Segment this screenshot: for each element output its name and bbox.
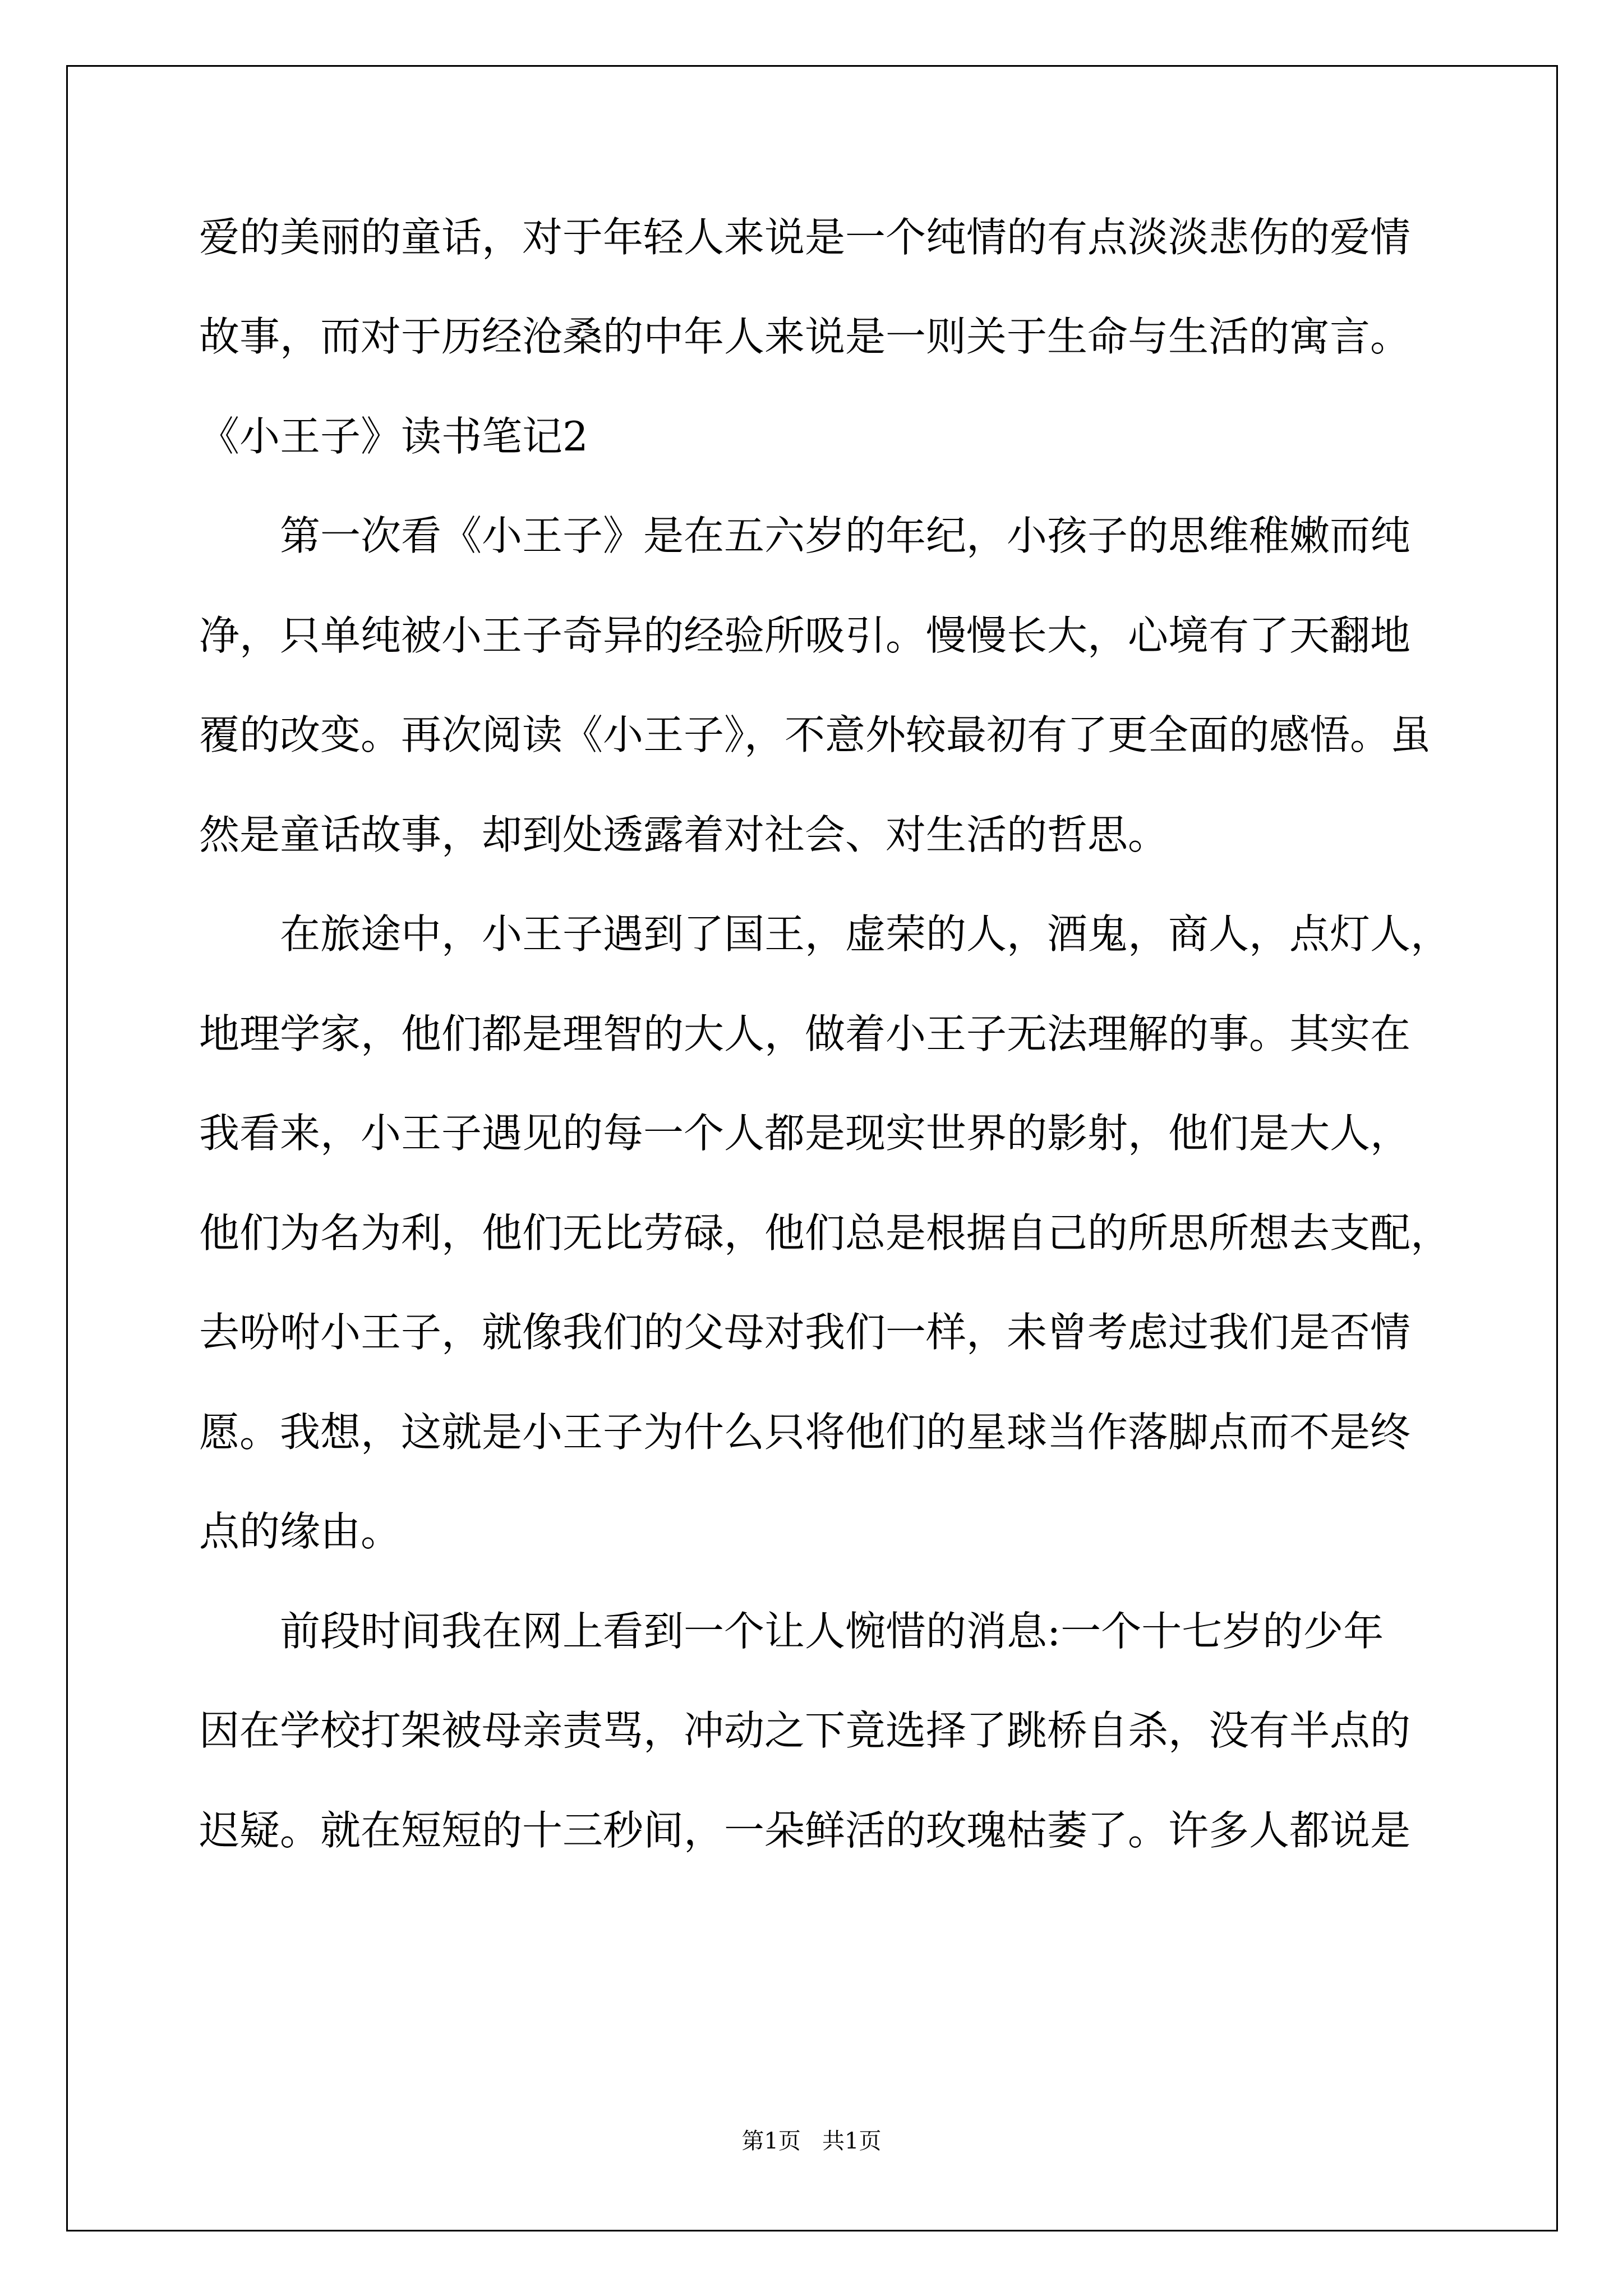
- page-number-footer: 第1页 共1页: [741, 2128, 882, 2154]
- text-line: 愿。我想，这就是小王子为什么只将他们的星球当作落脚点而不是终: [199, 1409, 1411, 1456]
- section-heading: 《小王子》读书笔记2: [199, 413, 588, 460]
- text-line: 我看来，小王子遇见的每一个人都是现实世界的影射，他们是大人，: [199, 1110, 1411, 1157]
- text-line: 在旅途中，小王子遇到了国王，虚荣的人，酒鬼，商人，点灯人，: [280, 910, 1451, 958]
- text-line: 地理学家，他们都是理智的大人，做着小王子无法理解的事。其实在: [199, 1010, 1411, 1057]
- text-line: 他们为名为利，他们无比劳碌，他们总是根据自己的所思所想去支配，: [199, 1209, 1451, 1257]
- text-line: 迟疑。就在短短的十三秒间，一朵鲜活的玫瑰枯萎了。许多人都说是: [199, 1807, 1411, 1854]
- text-line: 第一次看《小王子》是在五六岁的年纪，小孩子的思维稚嫩而纯: [280, 512, 1411, 559]
- text-line: 净，只单纯被小王子奇异的经验所吸引。慢慢长大，心境有了天翻地: [199, 612, 1411, 659]
- text-line: 因在学校打架被母亲责骂，冲动之下竟选择了跳桥自杀，没有半点的: [199, 1707, 1411, 1754]
- text-line: 前段时间我在网上看到一个让人惋惜的消息:一个十七岁的少年: [280, 1608, 1384, 1655]
- text-line: 然是童话故事，却到处透露着对社会、对生活的哲思。: [199, 811, 1169, 858]
- text-line: 故事，而对于历经沧桑的中年人来说是一则关于生命与生活的寓言。: [199, 313, 1411, 360]
- text-line: 覆的改变。再次阅读《小王子》，不意外较最初有了更全面的感悟。虽: [199, 711, 1431, 758]
- text-line: 点的缘由。: [199, 1508, 402, 1555]
- text-line: 去吩咐小王子，就像我们的父母对我们一样，未曾考虑过我们是否情: [199, 1309, 1411, 1356]
- text-line: 爱的美丽的童话，对于年轻人来说是一个纯情的有点淡淡悲伤的爱情: [199, 214, 1411, 261]
